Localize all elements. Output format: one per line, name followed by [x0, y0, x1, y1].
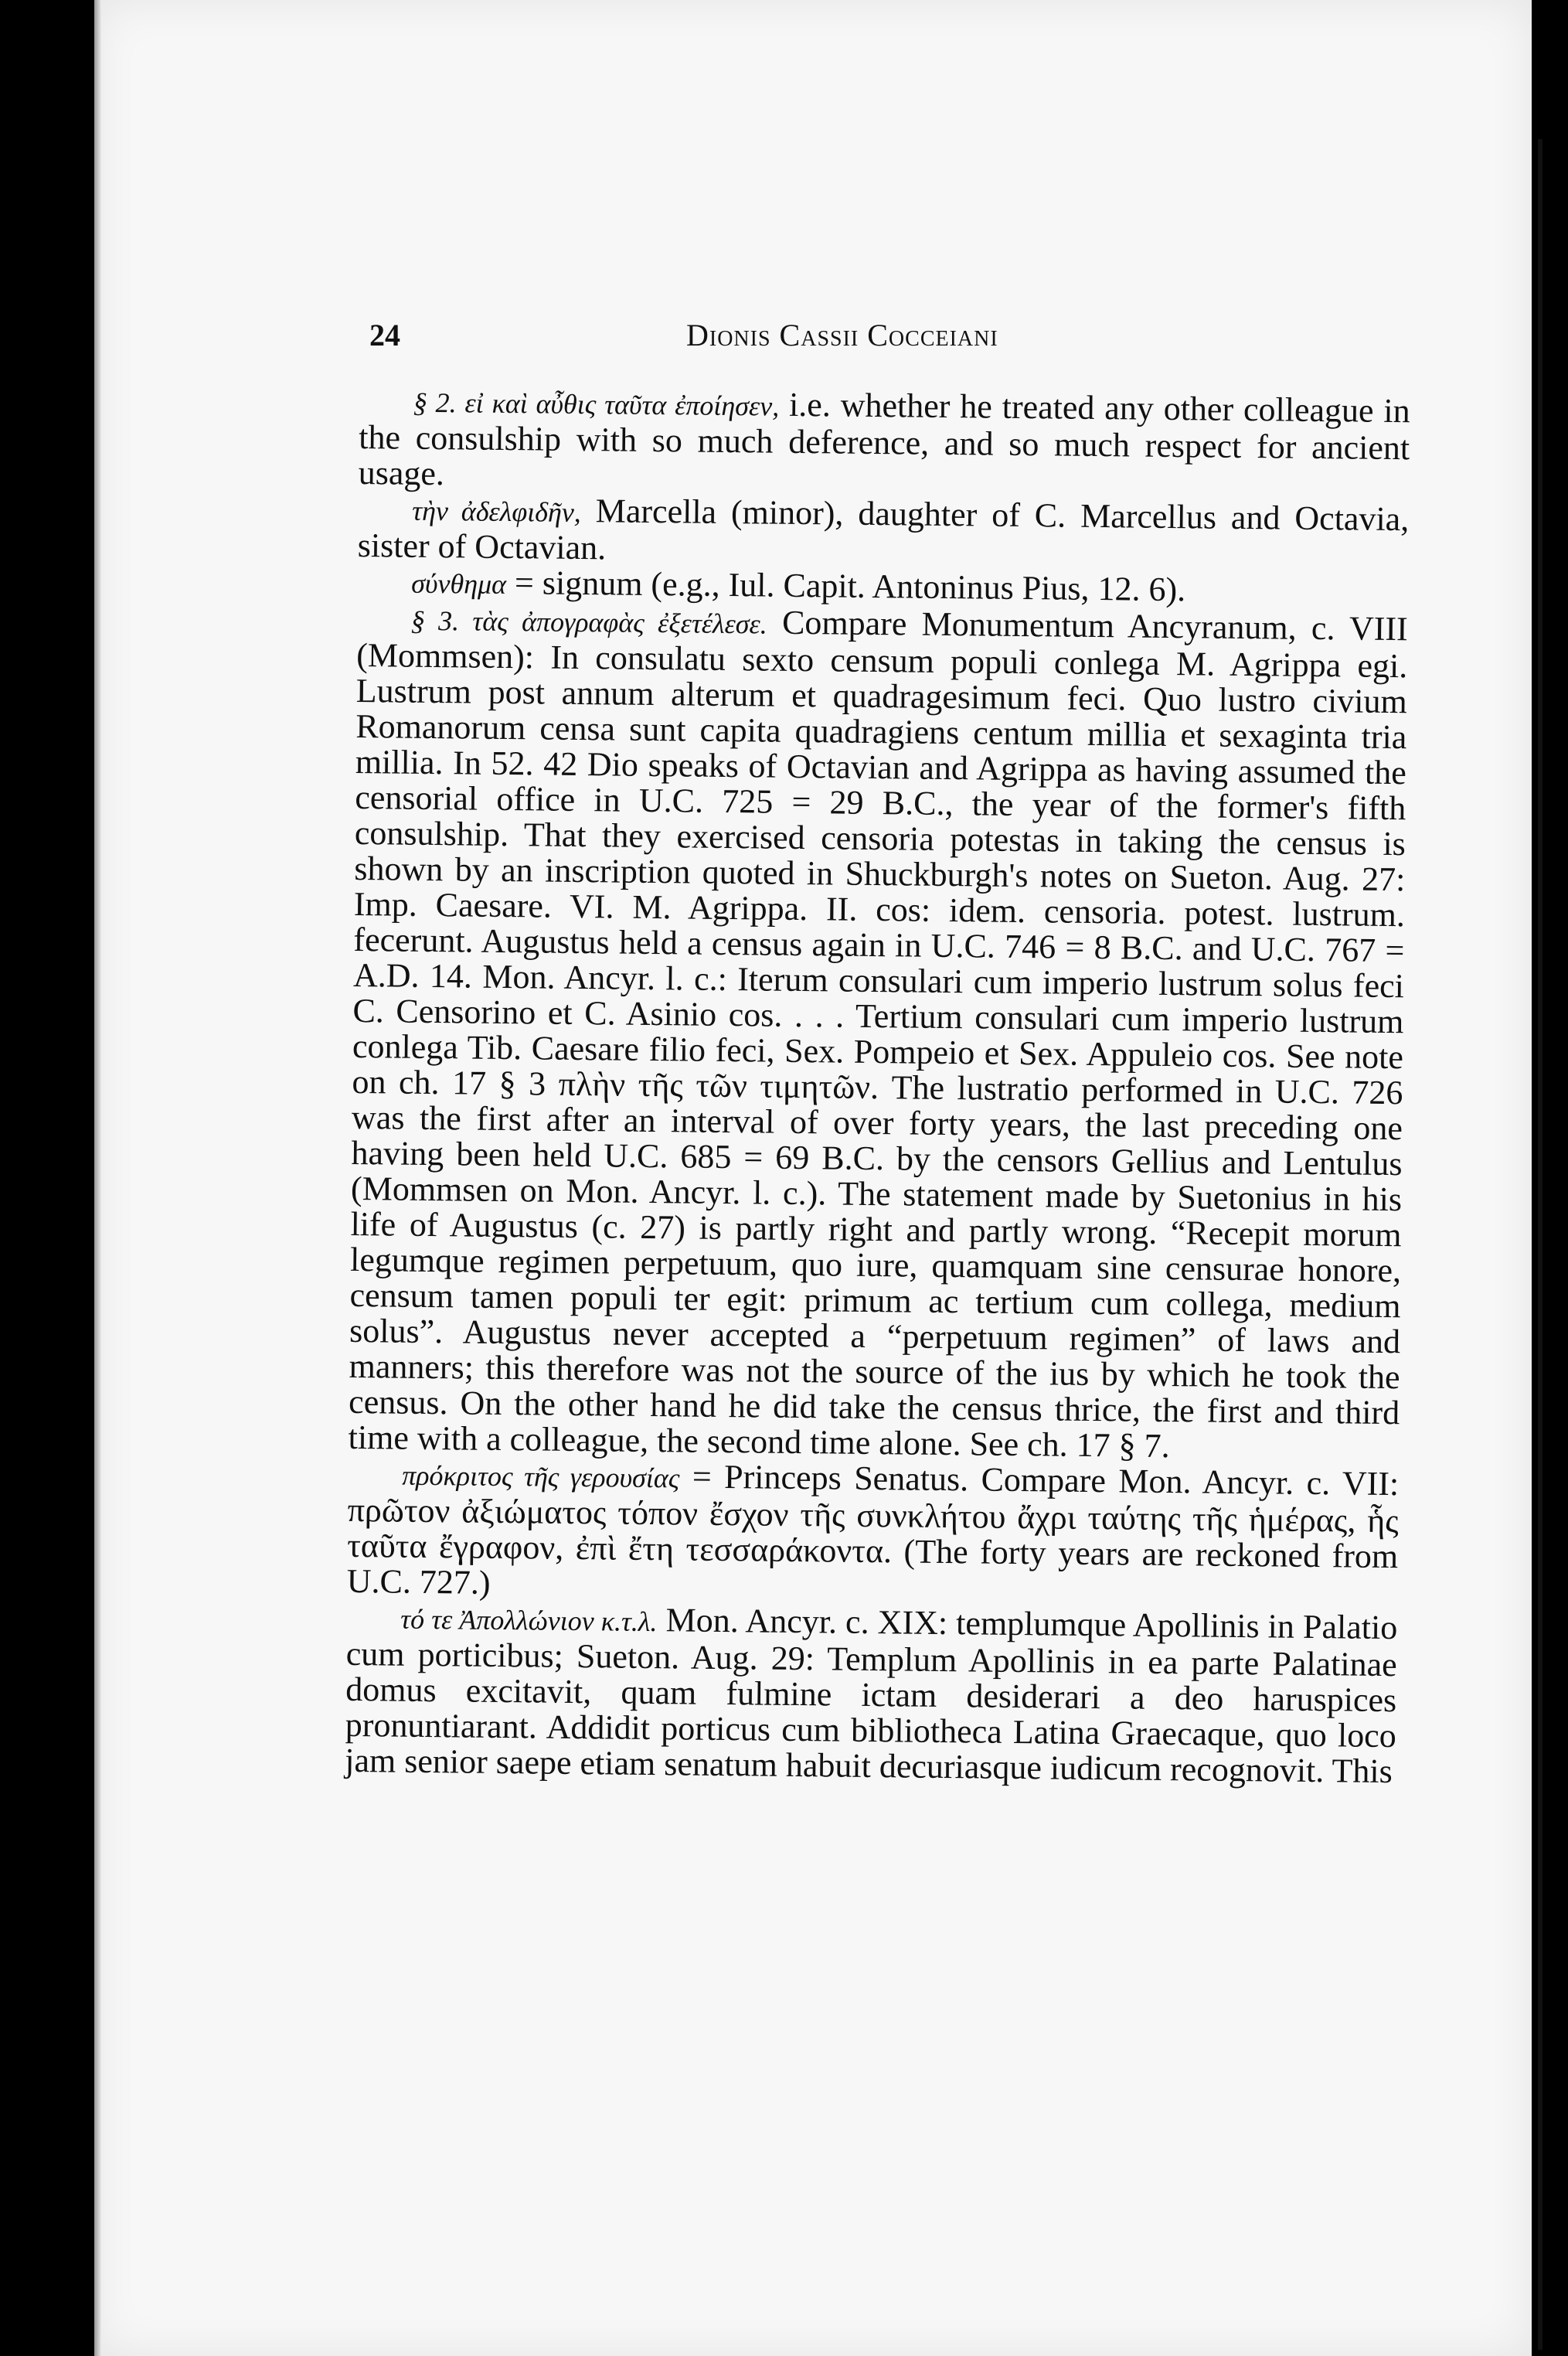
note-lemma: σύνθημα: [411, 567, 507, 601]
note-lemma: § 2. εἰ καὶ αὖθις ταῦτα ἐποίησεν,: [413, 386, 780, 422]
page-edge-shadow: [94, 0, 102, 2356]
scan-border-left: [0, 0, 94, 2356]
note-body: i.e. whether he treated any other colleague in the consulship with so much deference, and so much respect for ancient usage.: [358, 385, 1410, 493]
page-header: [369, 317, 1436, 363]
note-paragraph: [348, 601, 1408, 1466]
note-paragraph: [358, 491, 1410, 574]
note-lemma: τὴν ἀδελφιδῆν,: [412, 495, 582, 529]
note-paragraph: [345, 1599, 1397, 1789]
note-paragraph: [347, 1455, 1400, 1610]
page-number: 24: [369, 318, 400, 352]
note-body: Compare Monumentum Ancyranum, c. VIII (Mommsen): In consulatu sexto censum populi conlega M. Agrippa egi. Lustrum post annum alterum et quadragesimum feci. Quo lustro civium Romanorum censa sunt capita quadragiens centum millia et sexaginta tria millia. In 52. 42 Dio speaks of Octavian and Agrippa as having assumed the censorial office in U.C. 725 = 29 B.C., the year of the former's fifth consulship. That they exercised censoria potestas in taking the census is shown by an inscription quoted in Shuckburgh's notes on Sueton. Aug. 27: Imp. Caesare. VI. M. Agrippa. II. cos: idem. censoria. potest. lustrum. fecerunt. Augustus held a census again in U.C. 746 = 8 B.C. and U.C. 767 = A.D. 14. Mon. Ancyr. l. c.: Iterum consulari cum imperio lustrum solus feci C. Censorino et C. Asinio cos. . . . Tertium consulari cum imperio lustrum conlega Tib. Caesare filio feci, Sex. Pompeio et Sex. Appuleio cos. See note on ch. 17 § 3 πλὴν τῆς τῶν τιμητῶν. The lustratio performed in U.C. 726 was the first after an interval of over forty years, the last preceding one having been held U.C. 685 = 69 B.C. by the censors Gellius and Lentulus (Mommsen on Mon. Ancyr. l. c.). The statement made by Suetonius in his life of Augustus (c. 27) is partly right and partly wrong. “Recepit morum legumque regimen perpetuum, quo iure, quamquam sine censurae honore, censum tamen populi ter egit: primum ac tertium cum collega, medium solus”. Augustus never accepted a “perpetuum regimen” of laws and manners; this therefore was not the source of the ius by which he took the census. On the other hand he did take the census thrice, the first and third time with a colleague, the second time alone. See ch. 17 § 7.: [348, 603, 1408, 1466]
running-head: Dionis Cassii Cocceiani: [686, 318, 998, 352]
note-body: Mon. Ancyr. c. XIX: templumque Apollinis in Palatio cum porticibus; Sueton. Aug. 29: Templum Apollinis in ea parte Palatinae domus excitavit, quam fulmine ictam desiderari a deo haruspices pronuntiarant. Addidit porticus cum bibliotheca Latina Graecaque, quo loco jam senior saepe etiam senatum habuit decuriasque iudicum recognovit. This: [345, 1601, 1398, 1791]
note-lemma: τό τε Ἀπολλώνιον κ.τ.λ.: [400, 1603, 658, 1638]
commentary-text: [345, 383, 1410, 1789]
note-body: Marcella (minor), daughter of C. Marcellus and Octavia, sister of Octavian.: [357, 492, 1410, 567]
note-body: = signum (e.g., Iul. Capit. Antoninus Pius, 12. 6).: [514, 563, 1186, 609]
note-body: = Princeps Senatus. Compare Mon. Ancyr. c. VII: πρῶτον ἀξιώματος τόπον ἔσχον τῆς συνκλήτου ἄχρι ταύτης τῆς ἡμέρας, ἧς ταῦτα ἔγραφον, ἐπὶ ἔτη τεσσαράκοντα. (The forty years are reckoned from U.C. 727.): [346, 1457, 1400, 1602]
note-lemma: § 3. τὰς ἀπογραφὰς ἐξετέλεσε.: [410, 604, 767, 640]
note-lemma: πρόκριτος τῆς γερουσίας: [401, 1459, 680, 1494]
note-paragraph: [359, 383, 1410, 502]
facing-page-edge: [1538, 139, 1542, 2350]
